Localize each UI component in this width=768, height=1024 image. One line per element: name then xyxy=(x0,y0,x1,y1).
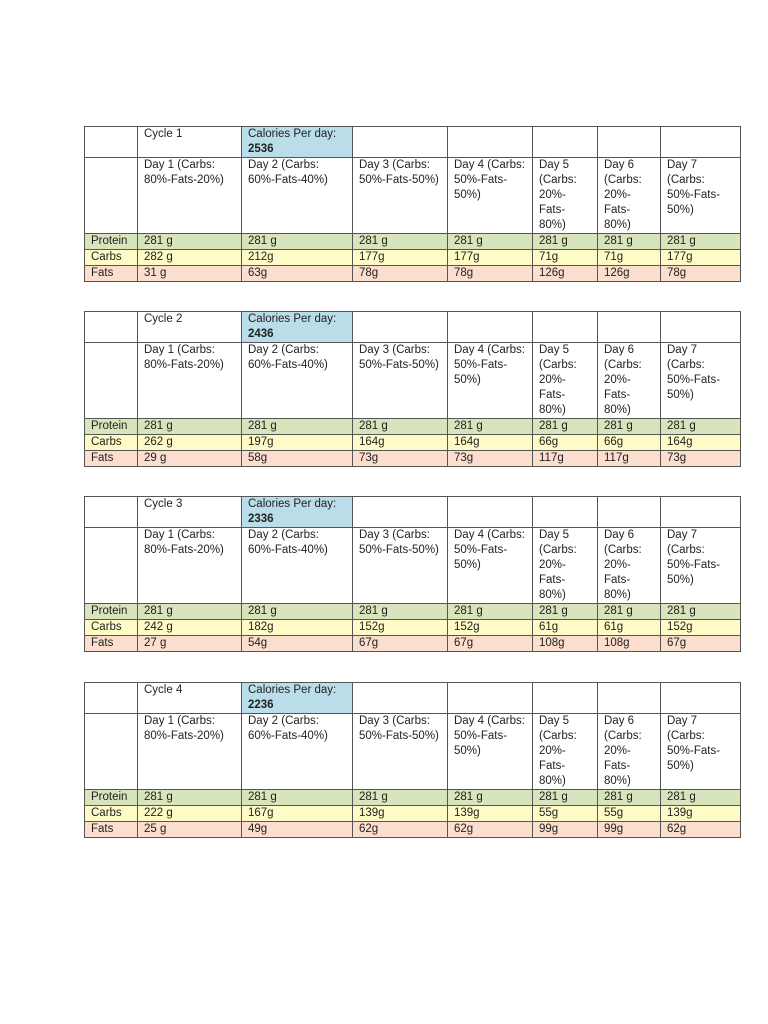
protein-value: 281 g xyxy=(353,234,448,250)
day-header: Day 4 (Carbs: 50%-Fats-50%) xyxy=(448,343,533,419)
cycle-name: Cycle 3 xyxy=(138,497,242,528)
empty-cell xyxy=(353,312,448,343)
protein-value: 281 g xyxy=(353,790,448,806)
day-header: Day 6 (Carbs: 20%-Fats-80%) xyxy=(598,343,661,419)
calories-label: Calories Per day: xyxy=(248,684,337,696)
protein-value: 281 g xyxy=(242,419,353,435)
empty-cell xyxy=(85,158,138,234)
fats-value: 99g xyxy=(533,822,598,838)
carbs-value: 212g xyxy=(242,250,353,266)
cycle-table xyxy=(84,311,741,467)
protein-row xyxy=(85,604,741,620)
protein-label: Protein xyxy=(85,790,138,806)
day-header: Day 2 (Carbs: 60%-Fats-40%) xyxy=(242,528,353,604)
carbs-value: 182g xyxy=(242,620,353,636)
fats-value: 67g xyxy=(448,636,533,652)
carbs-value: 66g xyxy=(533,435,598,451)
empty-cell xyxy=(661,127,741,158)
fats-label: Fats xyxy=(85,451,138,467)
calories-value: 2236 xyxy=(248,699,274,711)
protein-value: 281 g xyxy=(661,604,741,620)
protein-value: 281 g xyxy=(242,604,353,620)
empty-cell xyxy=(661,683,741,714)
protein-value: 281 g xyxy=(353,604,448,620)
day-header: Day 1 (Carbs: 80%-Fats-20%) xyxy=(138,528,242,604)
protein-value: 281 g xyxy=(598,604,661,620)
protein-value: 281 g xyxy=(533,419,598,435)
cycle-name: Cycle 1 xyxy=(138,127,242,158)
cycle-table xyxy=(84,682,741,838)
day-header: Day 6 (Carbs: 20%-Fats-80%) xyxy=(598,528,661,604)
empty-cell xyxy=(85,497,138,528)
empty-cell xyxy=(85,683,138,714)
empty-cell xyxy=(85,528,138,604)
fats-row xyxy=(85,636,741,652)
carbs-label: Carbs xyxy=(85,806,138,822)
protein-value: 281 g xyxy=(353,419,448,435)
carbs-value: 164g xyxy=(353,435,448,451)
fats-value: 25 g xyxy=(138,822,242,838)
day-header: Day 2 (Carbs: 60%-Fats-40%) xyxy=(242,343,353,419)
fats-value: 108g xyxy=(598,636,661,652)
fats-value: 78g xyxy=(353,266,448,282)
empty-cell xyxy=(598,683,661,714)
carbs-row xyxy=(85,435,741,451)
protein-value: 281 g xyxy=(448,790,533,806)
protein-value: 281 g xyxy=(448,234,533,250)
carbs-label: Carbs xyxy=(85,435,138,451)
fats-value: 62g xyxy=(661,822,741,838)
day-header: Day 3 (Carbs: 50%-Fats-50%) xyxy=(353,714,448,790)
empty-cell xyxy=(448,683,533,714)
fats-value: 29 g xyxy=(138,451,242,467)
protein-value: 281 g xyxy=(598,419,661,435)
calories-per-day xyxy=(242,683,353,714)
protein-value: 281 g xyxy=(533,234,598,250)
fats-row xyxy=(85,822,741,838)
empty-cell xyxy=(448,312,533,343)
protein-row xyxy=(85,790,741,806)
cycle-table xyxy=(84,126,741,282)
empty-cell xyxy=(448,497,533,528)
calories-label: Calories Per day: xyxy=(248,313,337,325)
fats-label: Fats xyxy=(85,266,138,282)
protein-label: Protein xyxy=(85,604,138,620)
fats-value: 67g xyxy=(353,636,448,652)
protein-value: 281 g xyxy=(138,604,242,620)
calories-label: Calories Per day: xyxy=(248,498,337,510)
protein-value: 281 g xyxy=(242,234,353,250)
carbs-value: 177g xyxy=(353,250,448,266)
day-header: Day 3 (Carbs: 50%-Fats-50%) xyxy=(353,528,448,604)
day-header: Day 2 (Carbs: 60%-Fats-40%) xyxy=(242,158,353,234)
protein-value: 281 g xyxy=(242,790,353,806)
protein-label: Protein xyxy=(85,419,138,435)
fats-label: Fats xyxy=(85,636,138,652)
empty-cell xyxy=(598,127,661,158)
calories-label: Calories Per day: xyxy=(248,128,337,140)
carbs-value: 242 g xyxy=(138,620,242,636)
day-header: Day 7 (Carbs: 50%-Fats-50%) xyxy=(661,528,741,604)
carbs-value: 61g xyxy=(598,620,661,636)
empty-cell xyxy=(598,312,661,343)
empty-cell xyxy=(533,497,598,528)
empty-cell xyxy=(533,312,598,343)
calories-per-day xyxy=(242,127,353,158)
fats-value: 67g xyxy=(661,636,741,652)
empty-cell xyxy=(85,312,138,343)
carbs-value: 61g xyxy=(533,620,598,636)
day-header: Day 5 (Carbs: 20%-Fats-80%) xyxy=(533,343,598,419)
carbs-value: 66g xyxy=(598,435,661,451)
empty-cell xyxy=(661,312,741,343)
calories-value: 2336 xyxy=(248,513,274,525)
day-header: Day 4 (Carbs: 50%-Fats-50%) xyxy=(448,528,533,604)
calories-per-day xyxy=(242,497,353,528)
carbs-value: 164g xyxy=(448,435,533,451)
day-header: Day 6 (Carbs: 20%-Fats-80%) xyxy=(598,158,661,234)
day-header: Day 5 (Carbs: 20%-Fats-80%) xyxy=(533,714,598,790)
carbs-value: 222 g xyxy=(138,806,242,822)
carbs-row xyxy=(85,620,741,636)
carbs-value: 55g xyxy=(598,806,661,822)
day-header: Day 7 (Carbs: 50%-Fats-50%) xyxy=(661,343,741,419)
day-header: Day 6 (Carbs: 20%-Fats-80%) xyxy=(598,714,661,790)
empty-cell xyxy=(448,127,533,158)
fats-value: 62g xyxy=(353,822,448,838)
carbs-value: 164g xyxy=(661,435,741,451)
fats-value: 78g xyxy=(661,266,741,282)
protein-value: 281 g xyxy=(138,234,242,250)
empty-cell xyxy=(661,497,741,528)
cycle-name: Cycle 4 xyxy=(138,683,242,714)
empty-cell xyxy=(353,683,448,714)
day-header: Day 2 (Carbs: 60%-Fats-40%) xyxy=(242,714,353,790)
day-header: Day 1 (Carbs: 80%-Fats-20%) xyxy=(138,714,242,790)
protein-value: 281 g xyxy=(598,790,661,806)
day-header: Day 4 (Carbs: 50%-Fats-50%) xyxy=(448,714,533,790)
day-header: Day 1 (Carbs: 80%-Fats-20%) xyxy=(138,158,242,234)
calories-per-day xyxy=(242,312,353,343)
protein-label: Protein xyxy=(85,234,138,250)
carbs-row xyxy=(85,250,741,266)
carbs-value: 282 g xyxy=(138,250,242,266)
carbs-row xyxy=(85,806,741,822)
protein-value: 281 g xyxy=(661,419,741,435)
empty-cell xyxy=(533,127,598,158)
fats-value: 126g xyxy=(533,266,598,282)
protein-value: 281 g xyxy=(448,419,533,435)
day-header: Day 3 (Carbs: 50%-Fats-50%) xyxy=(353,158,448,234)
protein-value: 281 g xyxy=(138,790,242,806)
fats-value: 73g xyxy=(661,451,741,467)
empty-cell xyxy=(85,343,138,419)
empty-cell xyxy=(353,127,448,158)
empty-cell xyxy=(598,497,661,528)
fats-value: 49g xyxy=(242,822,353,838)
fats-row xyxy=(85,266,741,282)
empty-cell xyxy=(533,683,598,714)
day-header: Day 3 (Carbs: 50%-Fats-50%) xyxy=(353,343,448,419)
carbs-value: 152g xyxy=(353,620,448,636)
fats-value: 27 g xyxy=(138,636,242,652)
fats-value: 62g xyxy=(448,822,533,838)
fats-value: 73g xyxy=(353,451,448,467)
empty-cell xyxy=(85,714,138,790)
carbs-value: 139g xyxy=(448,806,533,822)
fats-value: 117g xyxy=(598,451,661,467)
carbs-value: 71g xyxy=(533,250,598,266)
protein-value: 281 g xyxy=(661,234,741,250)
protein-value: 281 g xyxy=(661,790,741,806)
fats-value: 63g xyxy=(242,266,353,282)
carbs-label: Carbs xyxy=(85,250,138,266)
calories-value: 2436 xyxy=(248,328,274,340)
carbs-value: 139g xyxy=(353,806,448,822)
day-header: Day 7 (Carbs: 50%-Fats-50%) xyxy=(661,714,741,790)
fats-value: 78g xyxy=(448,266,533,282)
fats-value: 117g xyxy=(533,451,598,467)
carbs-value: 55g xyxy=(533,806,598,822)
protein-value: 281 g xyxy=(598,234,661,250)
carbs-value: 197g xyxy=(242,435,353,451)
protein-value: 281 g xyxy=(533,790,598,806)
protein-value: 281 g xyxy=(533,604,598,620)
carbs-label: Carbs xyxy=(85,620,138,636)
carbs-value: 152g xyxy=(661,620,741,636)
fats-label: Fats xyxy=(85,822,138,838)
fats-row xyxy=(85,451,741,467)
day-header: Day 5 (Carbs: 20%-Fats-80%) xyxy=(533,158,598,234)
protein-value: 281 g xyxy=(448,604,533,620)
day-header: Day 5 (Carbs: 20%-Fats-80%) xyxy=(533,528,598,604)
fats-value: 54g xyxy=(242,636,353,652)
fats-value: 108g xyxy=(533,636,598,652)
carbs-value: 139g xyxy=(661,806,741,822)
protein-value: 281 g xyxy=(138,419,242,435)
fats-value: 126g xyxy=(598,266,661,282)
carbs-value: 177g xyxy=(661,250,741,266)
day-header: Day 1 (Carbs: 80%-Fats-20%) xyxy=(138,343,242,419)
carbs-value: 152g xyxy=(448,620,533,636)
empty-cell xyxy=(85,127,138,158)
cycle-table xyxy=(84,496,741,652)
cycle-name: Cycle 2 xyxy=(138,312,242,343)
fats-value: 58g xyxy=(242,451,353,467)
calories-value: 2536 xyxy=(248,143,274,155)
day-header: Day 7 (Carbs: 50%-Fats-50%) xyxy=(661,158,741,234)
carbs-value: 167g xyxy=(242,806,353,822)
carbs-value: 262 g xyxy=(138,435,242,451)
carbs-value: 177g xyxy=(448,250,533,266)
empty-cell xyxy=(353,497,448,528)
carbs-value: 71g xyxy=(598,250,661,266)
fats-value: 99g xyxy=(598,822,661,838)
fats-value: 73g xyxy=(448,451,533,467)
protein-row xyxy=(85,419,741,435)
fats-value: 31 g xyxy=(138,266,242,282)
day-header: Day 4 (Carbs: 50%-Fats-50%) xyxy=(448,158,533,234)
protein-row xyxy=(85,234,741,250)
